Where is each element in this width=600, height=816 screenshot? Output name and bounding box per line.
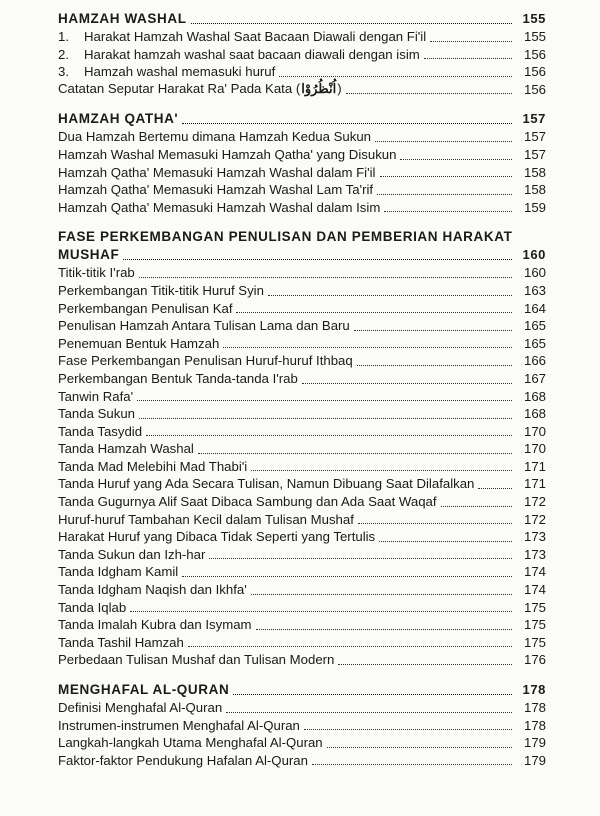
entry-page-number: 174 <box>523 564 546 580</box>
toc-entry[interactable] <box>58 264 546 282</box>
section-title: MUSHAF <box>58 247 120 263</box>
section-title: MENGHAFAL AL-QURAN <box>58 682 230 697</box>
leader-dots <box>251 470 512 471</box>
entry-label <box>84 28 426 46</box>
entry-label <box>58 264 135 282</box>
entry-label <box>58 164 376 182</box>
table-of-contents <box>58 10 546 769</box>
section-heading[interactable] <box>58 681 546 699</box>
entry-label-text: Instrumen-instrumen Menghafal Al-Quran <box>58 717 300 733</box>
entry-label <box>84 63 275 81</box>
entry-label-text: Hamzah washal memasuki huruf <box>84 64 276 80</box>
entry-label <box>58 405 135 423</box>
leader-dots <box>191 23 512 24</box>
entry-label <box>58 734 323 752</box>
section-heading[interactable] <box>58 110 546 128</box>
leader-dots <box>380 176 513 177</box>
toc-entry[interactable] <box>58 282 546 300</box>
leader-dots <box>478 488 512 489</box>
toc-entry[interactable] <box>58 599 546 617</box>
entry-label <box>58 352 353 370</box>
entry-page-number: 155 <box>523 29 546 44</box>
entry-label-text: Tanda Imalah Kubra dan Isymam <box>58 617 252 633</box>
entry-label <box>58 388 133 406</box>
section-heading[interactable] <box>58 246 546 264</box>
entry-label <box>58 199 380 217</box>
entry-page-number: 157 <box>523 129 546 145</box>
leader-dots <box>430 41 512 42</box>
leader-dots <box>209 558 512 559</box>
entry-label <box>58 317 350 335</box>
entry-label-text: Perkembangan Bentuk Tanda-tanda I'rab <box>58 370 298 386</box>
entry-label <box>58 128 371 146</box>
toc-entry[interactable] <box>58 300 546 318</box>
section-page-number: 155 <box>522 11 546 26</box>
entry-label-text: Tanda Sukun <box>58 406 135 422</box>
entry-label-text: Faktor-faktor Pendukung Hafalan Al-Quran <box>58 752 308 768</box>
entry-label-text: Harakat Hamzah Washal Saat Bacaan Diawali dengan Fi'il <box>84 29 427 44</box>
entry-label-text: Tanwin Rafa' <box>58 388 134 404</box>
leader-dots <box>236 312 512 313</box>
entry-page-number: 179 <box>523 735 546 751</box>
leader-dots <box>146 435 512 436</box>
section-gap <box>58 98 546 110</box>
entry-label-text: Perkembangan Penulisan Kaf <box>58 300 233 316</box>
toc-entry[interactable] <box>58 46 546 64</box>
arabic-word: اُنْظُرُوْا <box>301 81 337 97</box>
toc-entry[interactable] <box>58 440 546 458</box>
leader-dots <box>358 523 512 524</box>
toc-entry[interactable] <box>58 352 546 370</box>
entry-label <box>58 752 308 770</box>
entry-label <box>58 699 222 717</box>
leader-dots <box>251 594 512 595</box>
entry-label-text: Catatan Seputar Harakat Ra' Pada Kata ( <box>58 80 301 96</box>
entry-label-text: Tanda Sukun dan Izh-har <box>58 546 206 562</box>
toc-entry[interactable] <box>58 128 546 146</box>
entry-page-number: 172 <box>523 494 546 510</box>
leader-dots <box>182 123 512 124</box>
toc-entry[interactable] <box>58 199 546 217</box>
entry-label <box>58 423 142 441</box>
entry-number: 1. <box>58 29 69 44</box>
entry-label <box>58 511 354 529</box>
entry-label-text: Harakat Huruf yang Dibaca Tidak Seperti yang Tertulis <box>58 529 376 545</box>
entry-label-text: Huruf-huruf Tambahan Kecil dalam Tulisan Mushaf <box>58 511 354 527</box>
entry-label <box>58 563 178 581</box>
entry-label-text: Perbedaan Tulisan Mushaf dan Tulisan Modern <box>58 652 335 668</box>
entry-page-number: 163 <box>523 282 546 298</box>
entry-label <box>58 528 375 546</box>
entry-label <box>58 634 184 652</box>
entry-page-number: 179 <box>523 752 546 768</box>
section-title: HAMZAH QATHA' <box>58 111 179 127</box>
entry-label-text: Tanda Tasydid <box>58 423 143 439</box>
entry-label-text: Hamzah Washal Memasuki Hamzah Qatha' yang Disukun <box>58 146 397 162</box>
leader-dots <box>256 629 512 630</box>
entry-label-text: Langkah-langkah Utama Menghafal Al-Quran <box>58 735 323 751</box>
toc-entry[interactable] <box>58 458 546 476</box>
entry-label-text: Tanda Hamzah Washal <box>58 441 194 457</box>
section-title-line: FASE PERKEMBANGAN PENULISAN DAN PEMBERIAN HARAKAT <box>58 229 513 245</box>
toc-entry[interactable] <box>58 146 546 164</box>
entry-label <box>58 80 342 99</box>
entry-page-number: 156 <box>523 46 546 62</box>
entry-page-number: 170 <box>523 441 546 457</box>
entry-label-text: Tanda Tashil Hamzah <box>58 634 184 650</box>
leader-dots <box>400 159 512 160</box>
toc-entry[interactable] <box>58 616 546 634</box>
toc-entry[interactable] <box>58 511 546 529</box>
toc-entry[interactable] <box>58 581 546 599</box>
entry-label-end: ) <box>337 80 342 96</box>
entry-label-text: Tanda Mad Melebihi Mad Thabi'i <box>58 458 248 474</box>
entry-label <box>58 717 300 735</box>
toc-entry[interactable] <box>58 335 546 353</box>
toc-entry[interactable] <box>58 317 546 335</box>
leader-dots <box>424 58 512 59</box>
entry-label <box>58 146 396 164</box>
entry-page-number: 168 <box>523 388 546 404</box>
toc-entry[interactable] <box>58 63 546 81</box>
toc-entry[interactable] <box>58 699 546 717</box>
entry-label <box>58 300 232 318</box>
entry-page-number: 178 <box>523 717 546 733</box>
leader-dots <box>279 76 512 77</box>
entry-label-text: Hamzah Qatha' Memasuki Hamzah Washal dalam Isim <box>58 199 381 215</box>
leader-dots <box>346 93 512 94</box>
entry-label <box>58 616 252 634</box>
leader-dots <box>130 611 512 612</box>
leader-dots <box>338 664 512 665</box>
leader-dots <box>139 418 512 419</box>
toc-entry[interactable] <box>58 181 546 199</box>
leader-dots <box>441 506 512 507</box>
entry-page-number: 170 <box>523 423 546 439</box>
entry-label-text: Tanda Idgham Naqish dan Ikhfa' <box>58 582 247 598</box>
leader-dots <box>377 194 512 195</box>
toc-entry[interactable] <box>58 651 546 669</box>
entry-label <box>58 546 205 564</box>
toc-entry[interactable] <box>58 493 546 511</box>
entry-page-number: 171 <box>523 458 546 474</box>
toc-entry[interactable] <box>58 28 546 46</box>
toc-entry[interactable] <box>58 370 546 388</box>
leader-dots <box>198 453 512 454</box>
entry-label <box>58 440 194 458</box>
entry-number: 2. <box>58 46 69 62</box>
leader-dots <box>233 694 512 695</box>
entry-label <box>58 599 126 617</box>
toc-entry[interactable] <box>58 717 546 735</box>
entry-page-number: 165 <box>523 335 546 351</box>
entry-page-number: 156 <box>523 64 546 80</box>
entry-page-number: 175 <box>523 599 546 615</box>
entry-page-number: 167 <box>523 370 546 386</box>
leader-dots <box>123 259 512 260</box>
leader-dots <box>302 383 512 384</box>
entry-page-number: 158 <box>523 164 546 180</box>
toc-entry[interactable] <box>58 546 546 564</box>
entry-label-text: Definisi Menghafal Al-Quran <box>58 700 223 715</box>
entry-label-text: Dua Hamzah Bertemu dimana Hamzah Kedua Sukun <box>58 129 372 145</box>
entry-number: 3. <box>58 64 69 80</box>
toc-entry[interactable] <box>58 475 546 493</box>
entry-label-text: Tanda Idgham Kamil <box>58 564 179 580</box>
section-page-number: 178 <box>522 682 546 697</box>
entry-page-number: 173 <box>523 546 546 562</box>
entry-page-number: 175 <box>523 634 546 650</box>
entry-page-number: 178 <box>523 700 546 715</box>
entry-label-text: Penemuan Bentuk Hamzah <box>58 335 220 351</box>
section-title: HAMZAH WASHAL <box>58 11 187 26</box>
entry-page-number: 172 <box>523 511 546 527</box>
entry-page-number: 156 <box>523 81 546 97</box>
leader-dots <box>379 541 512 542</box>
entry-label <box>58 181 373 199</box>
toc-entry[interactable] <box>58 81 546 99</box>
entry-label <box>58 475 474 493</box>
entry-label-text: Perkembangan Titik-titik Huruf Syin <box>58 282 264 298</box>
entry-label <box>58 370 298 388</box>
entry-label-text: Hamzah Qatha' Memasuki Hamzah Washal dalam Fi'il <box>58 164 376 180</box>
toc-entry[interactable] <box>58 734 546 752</box>
entry-page-number: 158 <box>523 182 546 198</box>
entry-label-text: Tanda Iqlab <box>58 599 127 615</box>
entry-page-number: 171 <box>523 476 546 492</box>
leader-dots <box>137 400 512 401</box>
entry-label-text: Titik-titik I'rab <box>58 265 135 281</box>
leader-dots <box>312 764 512 765</box>
entry-label <box>58 282 264 300</box>
entry-page-number: 164 <box>523 300 546 316</box>
entry-page-number: 168 <box>523 406 546 422</box>
entry-page-number: 174 <box>523 582 546 598</box>
leader-dots <box>268 295 512 296</box>
leader-dots <box>304 729 512 730</box>
entry-label-text: Penulisan Hamzah Antara Tulisan Lama dan Baru <box>58 318 350 334</box>
section-page-number: 157 <box>522 111 546 127</box>
entry-page-number: 175 <box>523 617 546 633</box>
entry-page-number: 160 <box>523 265 546 281</box>
toc-entry[interactable] <box>58 388 546 406</box>
toc-entry[interactable] <box>58 164 546 182</box>
entry-label <box>58 581 247 599</box>
entry-page-number: 173 <box>523 529 546 545</box>
toc-entry[interactable] <box>58 405 546 423</box>
section-gap <box>58 216 546 228</box>
leader-dots <box>354 330 512 331</box>
entry-page-number: 159 <box>523 199 546 215</box>
leader-dots <box>188 646 512 647</box>
entry-label-text: Tanda Gugurnya Alif Saat Dibaca Sambung dan Ada Saat Waqaf <box>58 494 437 510</box>
entry-page-number: 165 <box>523 318 546 334</box>
leader-dots <box>384 211 512 212</box>
entry-label <box>58 493 437 511</box>
leader-dots <box>182 576 512 577</box>
leader-dots <box>139 277 512 278</box>
entry-label-text: Harakat hamzah washal saat bacaan diawali dengan isim <box>84 46 420 62</box>
section-gap <box>58 669 546 681</box>
leader-dots <box>375 141 512 142</box>
leader-dots <box>223 347 512 348</box>
entry-label <box>58 458 247 476</box>
toc-entry[interactable] <box>58 528 546 546</box>
entry-label <box>58 651 334 669</box>
entry-page-number: 157 <box>523 146 546 162</box>
section-heading[interactable] <box>58 10 546 28</box>
entry-page-number: 176 <box>523 652 546 668</box>
leader-dots <box>357 365 512 366</box>
toc-entry[interactable] <box>58 423 546 441</box>
entry-label <box>84 46 420 64</box>
toc-entry[interactable] <box>58 634 546 652</box>
leader-dots <box>327 747 512 748</box>
entry-label-text: Tanda Huruf yang Ada Secara Tulisan, Namun Dibuang Saat Dilafalkan <box>58 476 475 492</box>
entry-label-text: Fase Perkembangan Penulisan Huruf-huruf Ithbaq <box>58 353 353 369</box>
entry-page-number: 166 <box>523 353 546 369</box>
entry-label-text: Hamzah Qatha' Memasuki Hamzah Washal Lam Ta'rif <box>58 182 374 198</box>
toc-entry[interactable] <box>58 563 546 581</box>
toc-entry[interactable] <box>58 752 546 770</box>
leader-dots <box>226 712 512 713</box>
entry-label <box>58 335 219 353</box>
section-page-number: 160 <box>522 247 546 263</box>
